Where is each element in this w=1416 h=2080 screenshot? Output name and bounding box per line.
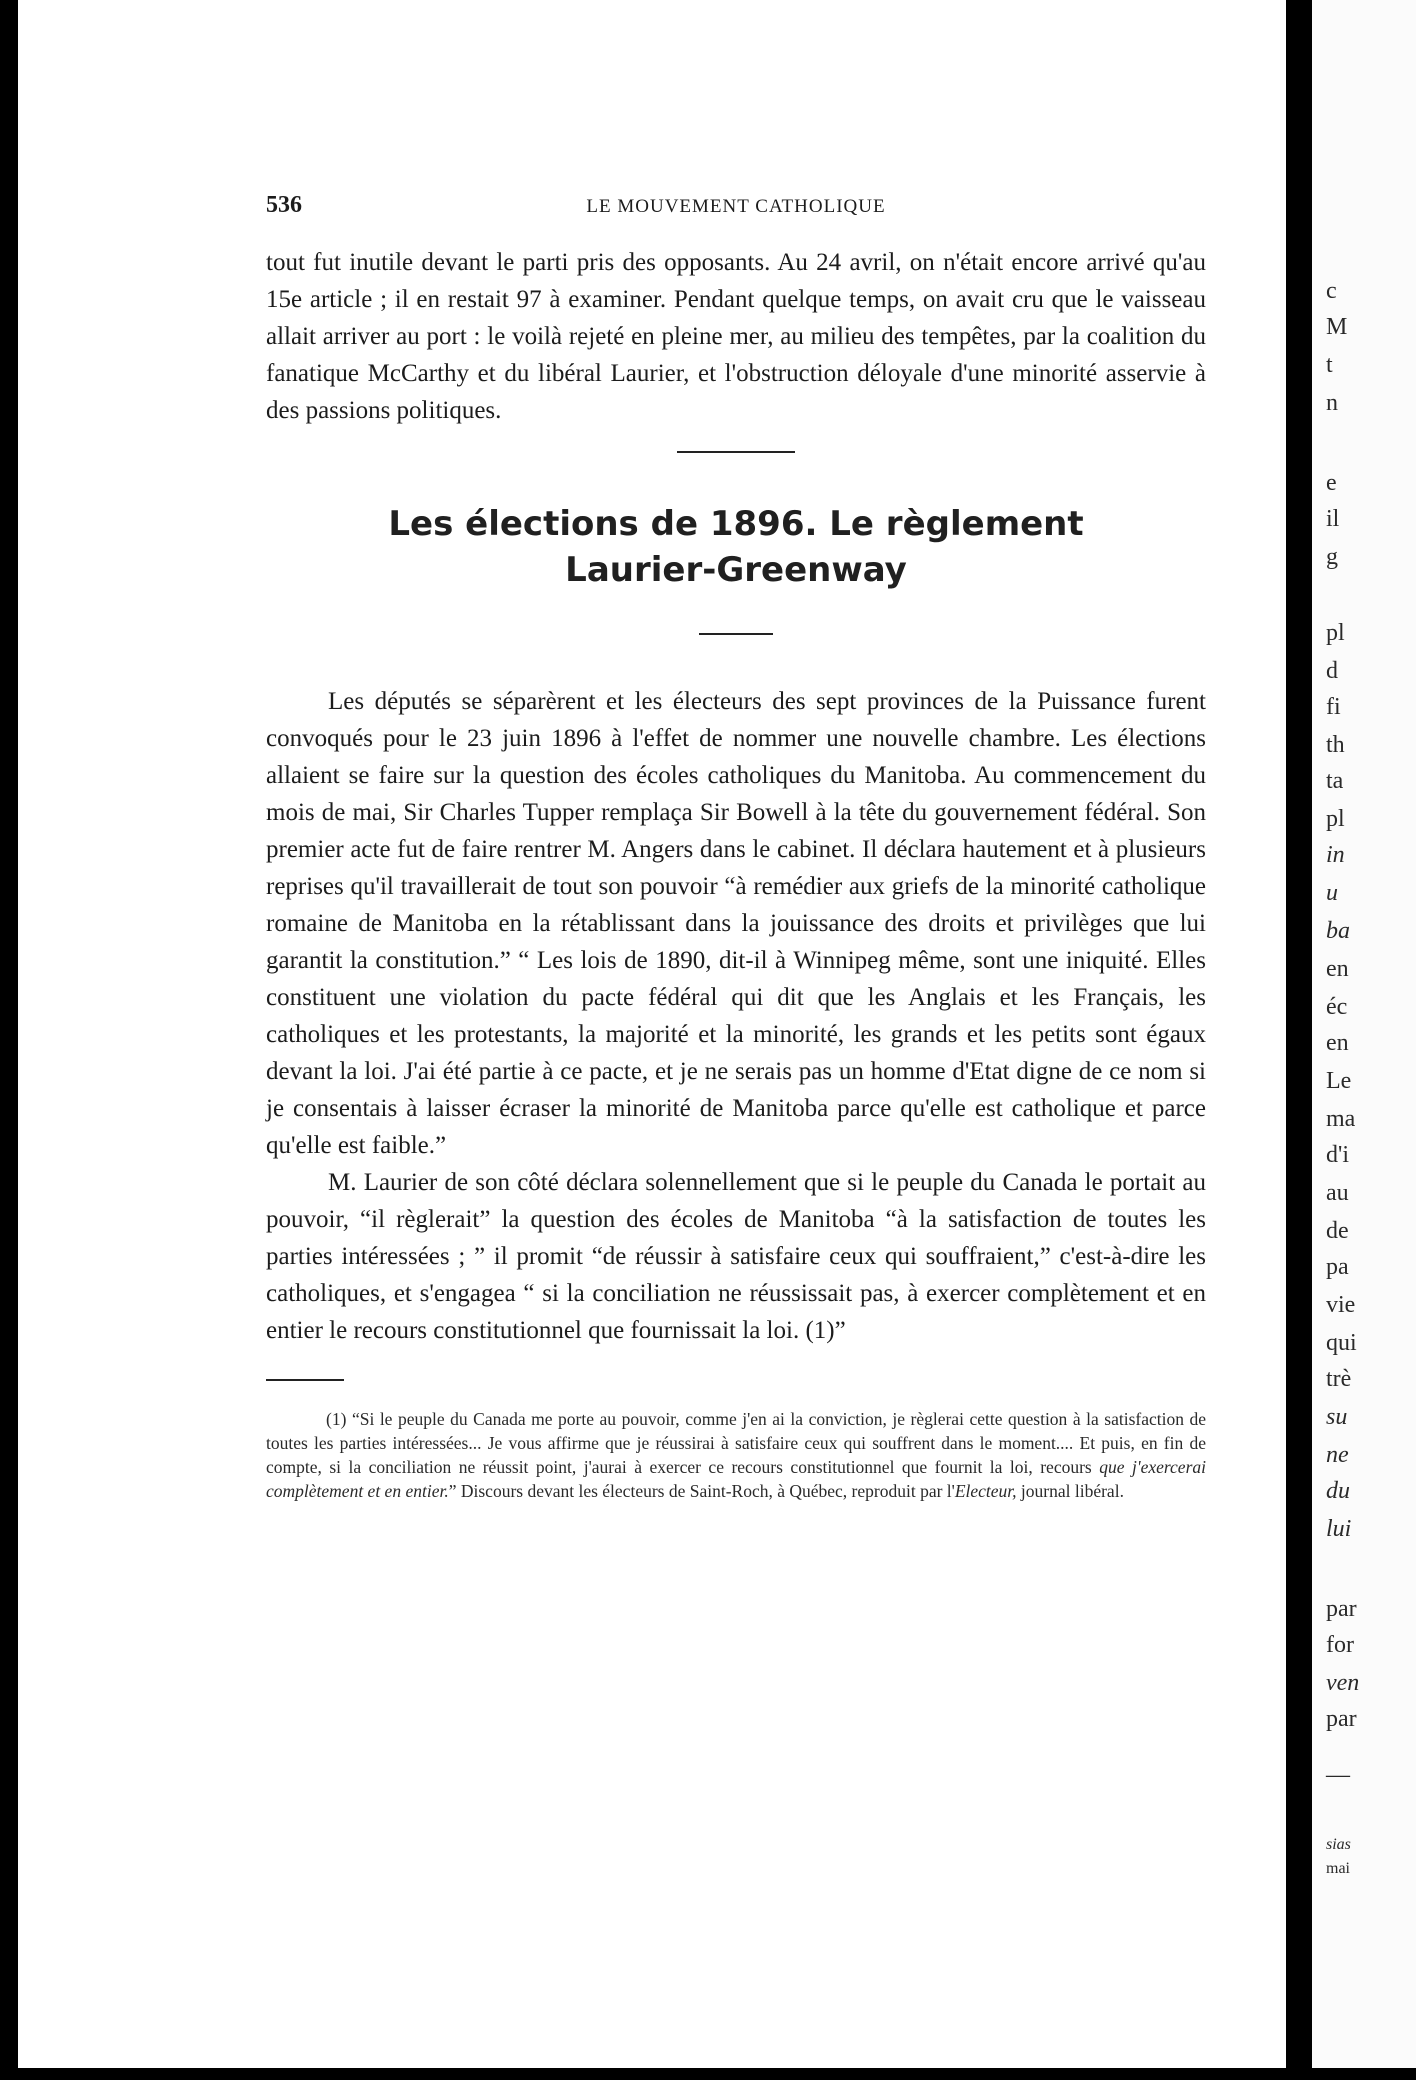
right-text-fragment: par — [1326, 1706, 1357, 1732]
right-text-fragment: e — [1326, 470, 1337, 496]
right-text-fragment: du — [1326, 1478, 1350, 1504]
body-paragraph: Les députés se séparèrent et les électeurs des sept provinces de la Puissance furent convoqués pour le 23 juin 1896 à l'effet de nommer une nouvelle chambre. Les élections allaient se faire sur la question des écoles catholiques du Manitoba. Au commencement du mois de mai, Sir Charles Tupper remplaça Sir Bowell à la tête du gouvernement fédéral. Son premier acte fut de faire rentrer M. Angers dans le cabinet. Il déclara hautement et à plusieurs reprises qu'il travaillerait de tout son pouvoir “à remédier aux griefs de la minorité catholique romaine de Manitoba en la rétablissant dans la jouissance des droits et privilèges que lui garantit la constitution.” “ Les lois de 1890, dit-il à Winnipeg même, sont une iniquité. Elles constituent une violation du pacte fédéral qui dit que les Anglais et les Français, les catholiques et les protestants, la majorité et la minorité, les grands et les petits sont égaux devant la loi. J'ai été partie à ce pacte, et je ne serais pas un homme d'Etat digne de ce nom si je consentais à laisser écraser la minorité de Manitoba parce qu'elle est catholique et parce qu'elle est faible.” — [266, 688, 1206, 1159]
right-text-fragment: il — [1326, 506, 1340, 532]
right-text-fragment: Le — [1326, 1068, 1352, 1094]
right-text-fragment: pl — [1326, 806, 1345, 832]
right-text-fragment: en — [1326, 956, 1349, 982]
right-text-fragment: g — [1326, 544, 1338, 570]
right-text-fragment: th — [1326, 732, 1345, 758]
right-text-fragment: for — [1326, 1632, 1354, 1658]
heading-underline — [699, 633, 773, 635]
right-text-fragment: su — [1326, 1404, 1348, 1430]
scan-bottom-edge — [0, 2068, 1416, 2080]
right-text-fragment: mai — [1326, 1860, 1350, 1877]
right-text-fragment: — — [1326, 1762, 1350, 1788]
right-text-fragment: d — [1326, 658, 1338, 684]
body-paragraph: M. Laurier de son côté déclara solennellement que si le peuple du Canada le portait au pouvoir, “il règlerait” la question des écoles de Manitoba “à la satisfaction de toutes les parties intéressées ; ” il promit “de réussir à satisfaire ceux qui souffraient,” c'est-à-dire les catholiques, et s'engagea “ si la conciliation ne réussissait pas, à exercer complètement et en entier le recours constitutionnel que fournissait la loi. (1)” — [266, 1169, 1206, 1344]
footnote-mark: (1) — [326, 1409, 347, 1429]
right-text-fragment: u — [1326, 880, 1338, 906]
section-heading-line-1: Les élections de 1896. Le règlement — [388, 504, 1084, 544]
right-text-fragment: ta — [1326, 768, 1344, 794]
right-text-fragment: ven — [1326, 1670, 1360, 1696]
right-text-fragment: t — [1326, 352, 1333, 378]
right-text-fragment: vie — [1326, 1292, 1356, 1318]
section-divider — [677, 451, 795, 453]
footnote-text: “Si le peuple du Canada me porte au pouvoir, comme j'en ai la conviction, je règlerai cette question à la satisfaction de toutes les parties intéressées... Je vous affirme que je réussirai à satisfaire ceux qui souffrent dans le moment.... Et puis, en fin de compte, si la conciliation ne réussit point, j'aurai à exercer ce recours constitutionnel que fournit la loi, recours — [266, 1409, 1206, 1477]
right-text-fragment: pl — [1326, 620, 1345, 646]
footnote-tail: ” Discours devant les électeurs de Saint-Roch, à Québec, reproduit par l' — [448, 1481, 955, 1501]
left-page — [18, 0, 1286, 2068]
page-number: 536 — [266, 192, 302, 218]
right-text-fragment: ma — [1326, 1106, 1356, 1132]
right-text-fragment: éc — [1326, 994, 1348, 1020]
right-text-fragment: in — [1326, 842, 1345, 868]
right-text-fragment: sias — [1326, 1836, 1351, 1853]
right-text-fragment: fi — [1326, 694, 1341, 720]
right-text-fragment: par — [1326, 1596, 1357, 1622]
intro-paragraph: tout fut inutile devant le parti pris des opposants. Au 24 avril, on n'était encore arrivé qu'au 15e article ; il en restait 97 à examiner. Pendant quelque temps, on avait cru que le vaisseau allait arriver au port : le voilà rejeté en pleine mer, au milieu des tempêtes, par la coalition du fanatique McCarthy et du libéral Laurier, et l'obstruction déloyale d'une minorité asservie à des passions politiques. — [266, 249, 1206, 424]
right-text-fragment: trè — [1326, 1366, 1352, 1392]
right-text-fragment: de — [1326, 1218, 1349, 1244]
footnote-source: Electeur, — [954, 1481, 1017, 1501]
section-heading-line-2: Laurier-Greenway — [565, 550, 907, 590]
right-text-fragment: lui — [1326, 1516, 1352, 1542]
footnote-italic: que j'exercerai complètement et en entier. — [266, 1457, 1206, 1501]
right-text-fragment: d'i — [1326, 1142, 1349, 1168]
right-text-fragment: c — [1326, 278, 1337, 304]
page-content — [266, 190, 1206, 1503]
footnote — [266, 1407, 1206, 1503]
right-text-fragment: en — [1326, 1030, 1349, 1056]
right-text-fragment: pa — [1326, 1254, 1349, 1280]
running-title: LE MOUVEMENT CATHOLIQUE — [586, 196, 886, 217]
right-text-fragment: au — [1326, 1180, 1349, 1206]
page-gutter — [1286, 0, 1312, 2080]
right-text-fragment: n — [1326, 390, 1338, 416]
right-text-fragment: qui — [1326, 1330, 1357, 1356]
right-text-fragment: M — [1326, 314, 1348, 340]
right-text-fragment: ba — [1326, 918, 1350, 944]
footnote-rule — [266, 1379, 344, 1381]
running-head — [266, 190, 1206, 224]
footnote-source-tail: journal libéral. — [1016, 1481, 1124, 1501]
right-text-fragment: ne — [1326, 1442, 1349, 1468]
right-page-fragment — [1312, 0, 1416, 2068]
